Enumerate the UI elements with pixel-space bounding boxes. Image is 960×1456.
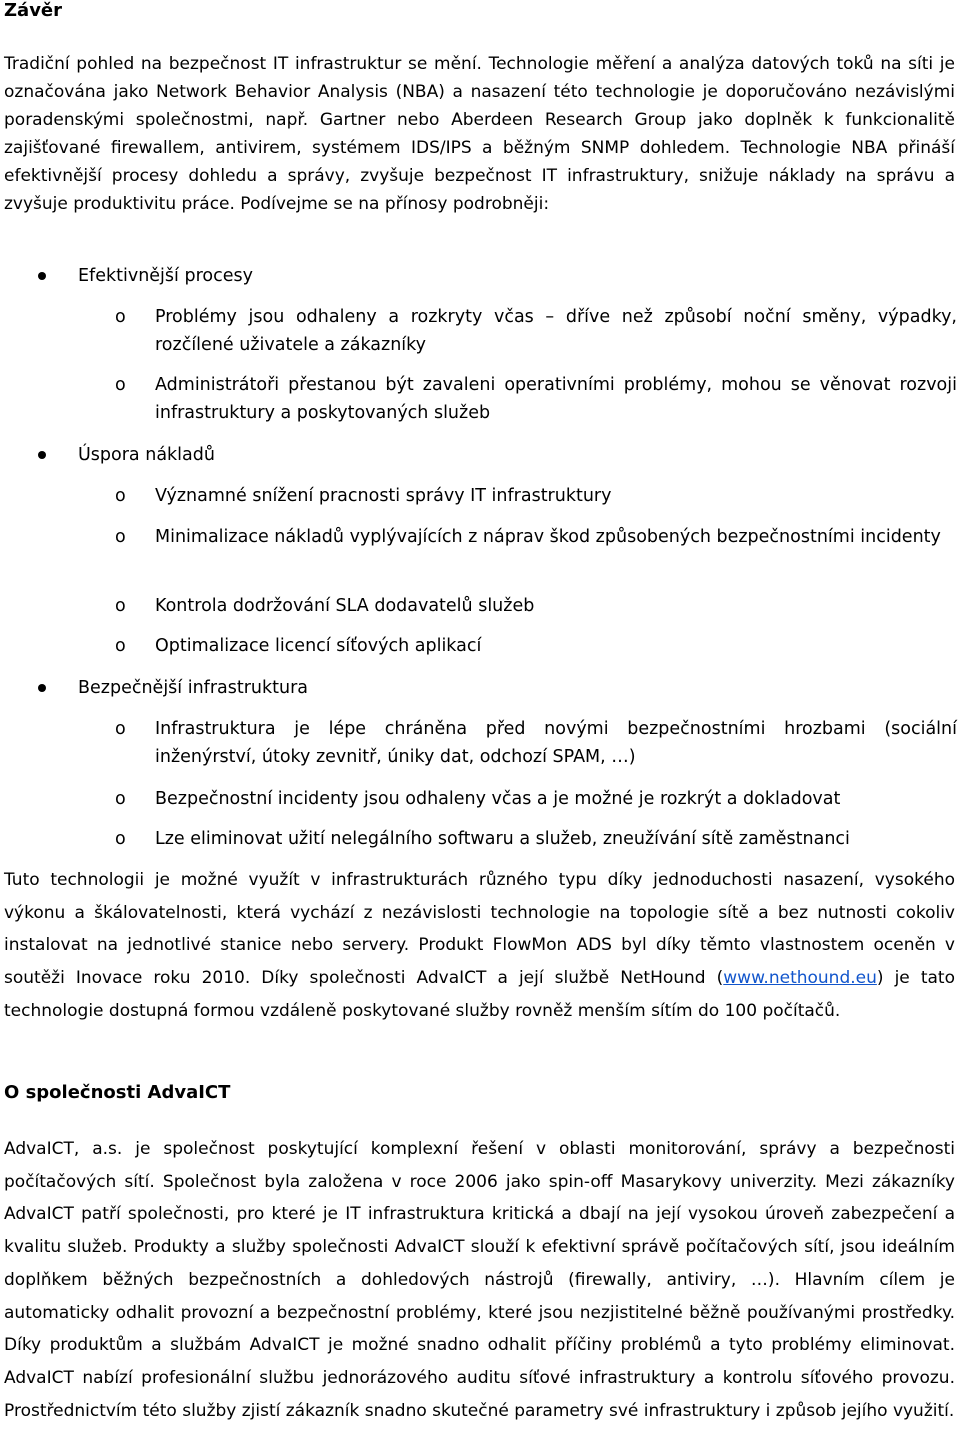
bullet-dot-icon bbox=[38, 451, 46, 459]
bullet-title: Úspora nákladů bbox=[78, 445, 215, 465]
bullet-title: Efektivnější procesy bbox=[78, 266, 253, 286]
sub-item-text: Problémy jsou odhaleny a rozkryty včas – dříve než způsobí noční směny, výpadky, rozčílené uživatele a zákazníky bbox=[155, 307, 957, 355]
technology-paragraph bbox=[4, 864, 955, 1028]
intro-paragraph: Tradiční pohled na bezpečnost IT infrastruktur se mění. Technologie měření a analýza datových toků na síti je označována jako Network Behavior Analysis (NBA) a nasazení této technologie je doporučováno nezávislými poradenskými společnostmi, např. Gartner nebo Aberdeen Research Group jako doplněk k funkcionalitě zajišťované firewallem, antivirem, systémem IDS/IPS a běžným SNMP dohledem. Technologie NBA přináší efektivnější procesy dohledu a správy, zvyšuje bezpečnost IT infrastruktury, snižuje náklady na správu a zvyšuje produktivitu práce. Podívejme se na přínosy podrobněji: bbox=[4, 54, 955, 214]
sub-item-text: Lze eliminovat užití nelegálního softwaru a služeb, zneužívání sítě zaměstnanci bbox=[155, 829, 850, 849]
sub-item-text: Bezpečnostní incidenty jsou odhaleny včas a je možné je rozkrýt a dokladovat bbox=[155, 789, 841, 809]
technology-text-end: ) je tato technologie dostupná formou vzdáleně poskytované služby rovněž menším sítím do 100 počítačů. bbox=[4, 968, 955, 1021]
sub-bullet-marker: o bbox=[115, 527, 126, 547]
company-paragraph: AdvaICT, a.s. je společnost poskytující komplexní řešení v oblasti monitorování, správy a bezpečnosti počítačových sítí. Společnost byla založena v roce 2006 jako spin-off Masarykovy univerzity. Mezi zákazníky AdvaICT patří společnosti, pro které je IT infrastruktura kritická a dbají na její vysokou úroveň zabezpečení a kvalitu služeb. Produkty a služby společnosti AdvaICT slouží k efektivní správě počítačových sítí, jsou ideálním doplňkem běžných bezpečnostních a dohledových nástrojů (firewally, antiviry, …). Hlavním cílem je automaticky odhalit provozní a bezpečnostní problémy, které jsou nezjistitelné běžně používanými prostředky. Díky produktům a službám AdvaICT je možné snadno odhalit příčiny problémů a tyto problémy eliminovat. AdvaICT nabízí profesionální službu jednorázového auditu síťové infrastruktury a kontrolu síťového provozu. Prostřednictvím této služby zjistí zákazník snadno skutečné parametry své infrastruktury i způsob jejího využití. bbox=[4, 1139, 955, 1421]
bullet-dot-icon bbox=[38, 684, 46, 692]
nethound-link[interactable]: www.nethound.eu bbox=[723, 968, 877, 989]
bullet-title: Bezpečnější infrastruktura bbox=[78, 678, 309, 698]
sub-item-text: Významné snížení pracnosti správy IT infrastruktury bbox=[155, 486, 612, 506]
sub-bullet-marker: o bbox=[115, 375, 126, 395]
sub-item-text: Administrátoři přestanou být zavaleni operativními problémy, mohou se věnovat rozvoji infrastruktury a poskytovaných služeb bbox=[155, 375, 957, 423]
heading-conclusion: Závěr bbox=[4, 0, 63, 21]
sub-bullet-marker: o bbox=[115, 307, 126, 327]
bullet-dot-icon bbox=[38, 272, 46, 280]
technology-text: Tuto technologii je možné využít v infrastrukturách různého typu díky jednoduchosti nasazení, vysokého výkonu a škálovatelnosti, která vychází z nezávislosti technologie na topologie sítě a bez nutnosti cokoliv instalovat na jednotlivé stanice nebo servery. Produkt FlowMon ADS byl díky těmto vlastnostem oceněn v soutěži Inovace roku 2010. Díky společnosti AdvaICT a její službě NetHound ( bbox=[4, 870, 955, 989]
heading-company: O společnosti AdvaICT bbox=[4, 1082, 231, 1103]
sub-item-text: Kontrola dodržování SLA dodavatelů služeb bbox=[155, 596, 535, 616]
sub-item-text: Infrastruktura je lépe chráněna před novými bezpečnostními hrozbami (sociální inženýrství, útoky zevnitř, úniky dat, odchozí SPAM, …) bbox=[155, 719, 957, 767]
sub-bullet-marker: o bbox=[115, 596, 126, 616]
sub-item-text: Optimalizace licencí síťových aplikací bbox=[155, 636, 482, 656]
sub-bullet-marker: o bbox=[115, 829, 126, 849]
sub-bullet-marker: o bbox=[115, 789, 126, 809]
sub-bullet-marker: o bbox=[115, 719, 126, 739]
sub-bullet-marker: o bbox=[115, 636, 126, 656]
sub-item-text: Minimalizace nákladů vyplývajících z náprav škod způsobených bezpečnostními incidenty bbox=[155, 527, 941, 547]
sub-bullet-marker: o bbox=[115, 486, 126, 506]
